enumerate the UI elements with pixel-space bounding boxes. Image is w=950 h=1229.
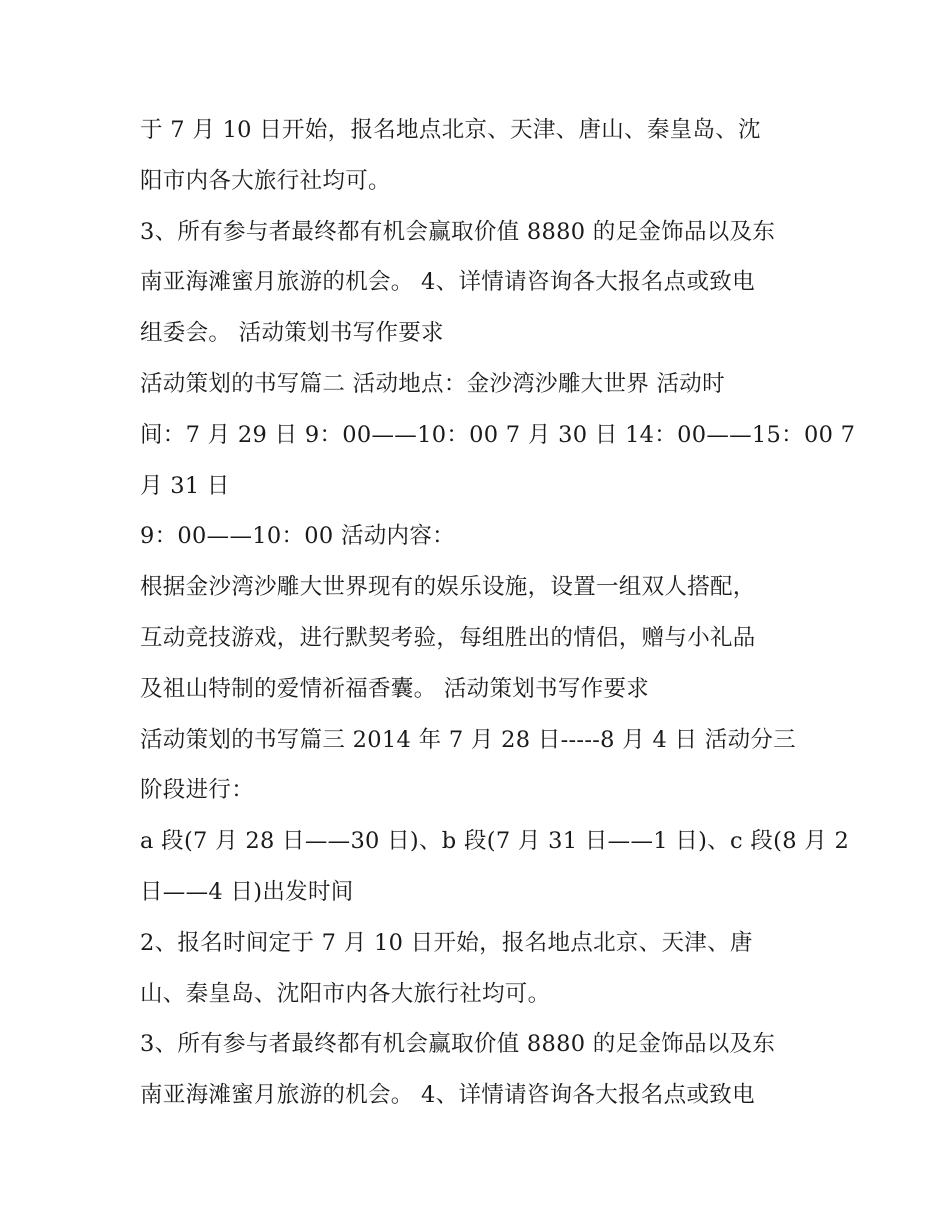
text-line: 3、所有参与者最终都有机会赢取价值 8880 的足金饰品以及东 bbox=[140, 218, 776, 245]
text-line: 于 7 月 10 日开始，报名地点北京、天津、唐山、秦皇岛、沈 bbox=[140, 117, 761, 143]
text-line: 阶段进行： bbox=[140, 777, 255, 804]
text-line: 3、所有参与者最终都有机会赢取价值 8880 的足金饰品以及东 bbox=[140, 1031, 776, 1058]
text-line: 9：00——10：00 活动内容： bbox=[140, 523, 455, 550]
text-line: 山、秦皇岛、沈阳市内各大旅行社均可。 bbox=[140, 980, 551, 1007]
text-line: 2、报名时间定于 7 月 10 日开始，报名地点北京、天津、唐 bbox=[140, 929, 753, 956]
text-line: 阳市内各大旅行社均可。 bbox=[140, 167, 391, 194]
text-line: 及祖山特制的爱情祈福香囊。 活动策划书写作要求 bbox=[140, 675, 650, 702]
text-line: 活动策划的书写篇三 2014 年 7 月 28 日-----8 月 4 日 活动分三 bbox=[140, 726, 796, 753]
text-line: 组委会。 活动策划书写作要求 bbox=[140, 320, 444, 347]
text-line: 根据金沙湾沙雕大世界现有的娱乐设施，设置一组双人搭配， bbox=[140, 574, 756, 601]
text-line: 月 31 日 bbox=[140, 472, 230, 499]
text-line: 互动竞技游戏，进行默契考验，每组胜出的情侣，赠与小礼品 bbox=[140, 624, 756, 651]
text-line: 间：7 月 29 日 9：00——10：00 7 月 30 日 14：00——15：00 7 bbox=[140, 421, 856, 448]
text-line: 南亚海滩蜜月旅游的机会。 4、详情请咨询各大报名点或致电 bbox=[140, 1082, 755, 1109]
text-line: a 段(7 月 28 日——30 日)、b 段(7 月 31 日——1 日)、c 段(8 月 2 bbox=[140, 828, 850, 855]
text-line: 南亚海滩蜜月旅游的机会。 4、详情请咨询各大报名点或致电 bbox=[140, 269, 755, 296]
text-line: 活动策划的书写篇二 活动地点：金沙湾沙雕大世界 活动时 bbox=[140, 370, 725, 397]
document-body bbox=[140, 105, 856, 1121]
text-line: 日——4 日)出发时间 bbox=[140, 878, 354, 905]
